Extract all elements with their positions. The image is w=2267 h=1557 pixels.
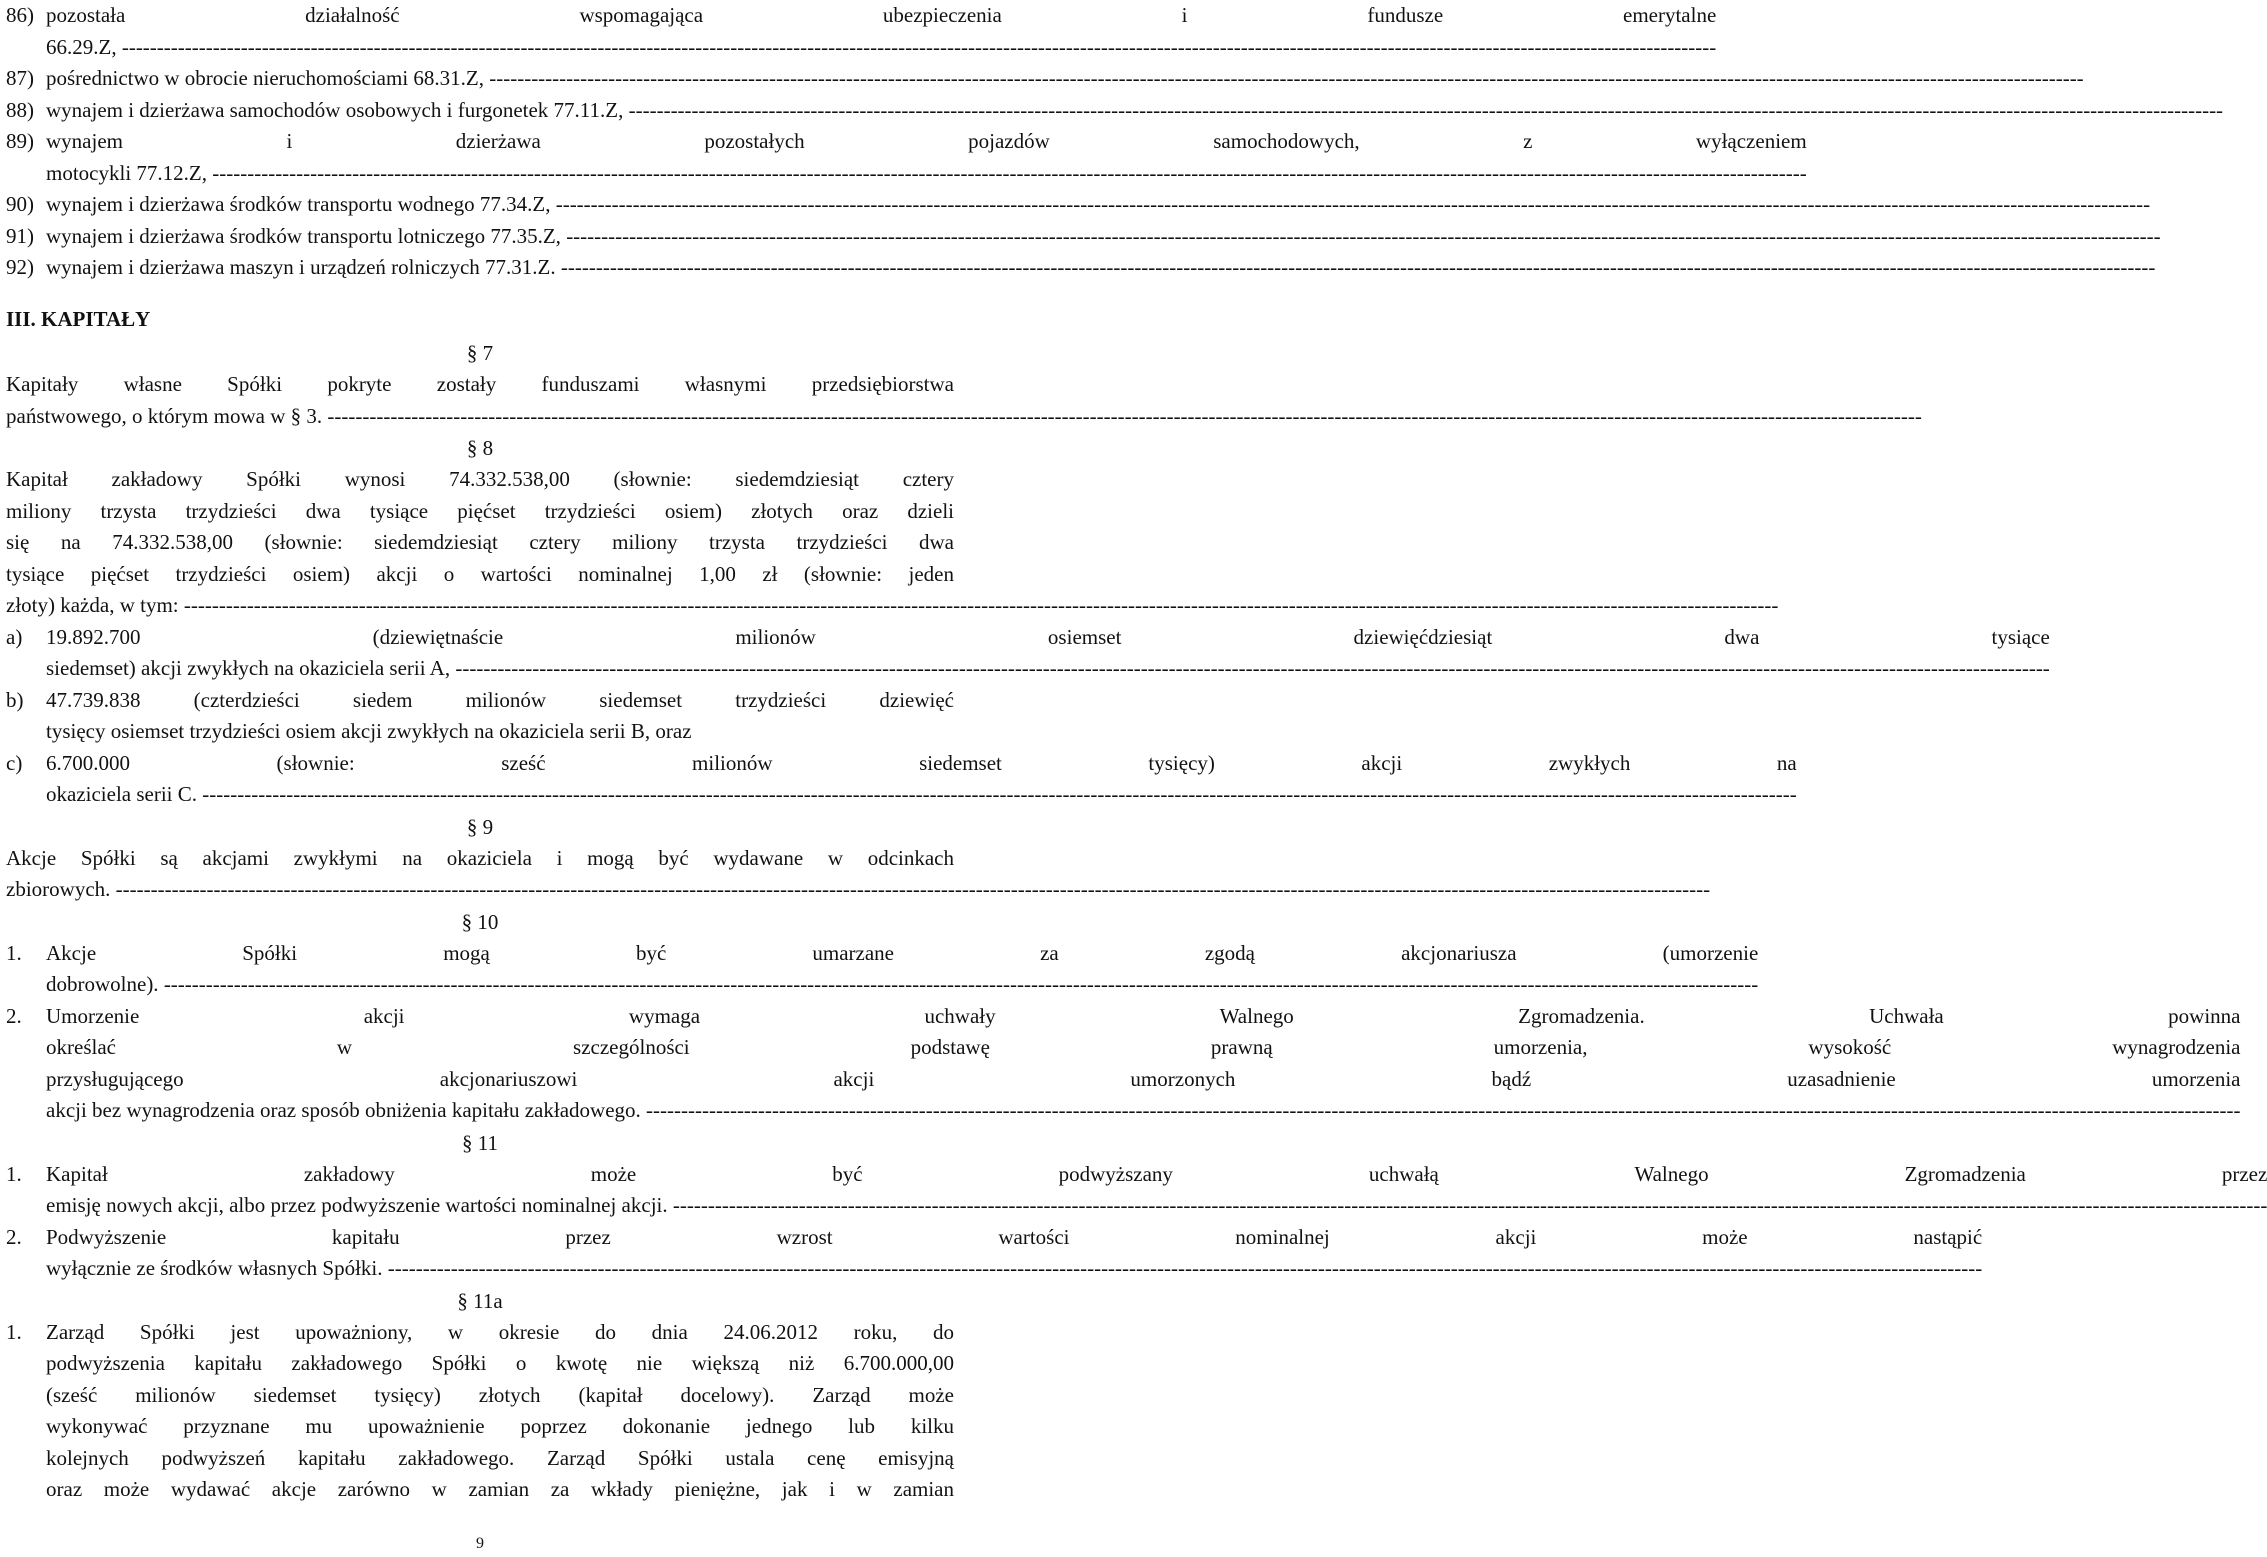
s10-item-2	[6, 1001, 2241, 1127]
paragraph-text: tysiące pięćset trzydzieści osiem) akcji o wartości nominalnej 1,00 zł (słownie: jeden	[6, 561, 954, 586]
list-text: motocykli 77.12.Z, -----	[46, 158, 1807, 190]
list-text: wynajem i dzierżawa pozostałych pojazdów samochodowych, z wyłączeniem	[46, 129, 1807, 153]
list-item-87	[6, 63, 954, 95]
paragraph-sign: § 11	[462, 1130, 498, 1155]
list-number: 89)	[6, 129, 34, 153]
list-text: Zarząd Spółki jest upoważniony, w okresie do dnia 24.06.2012 roku, do	[46, 1319, 954, 1344]
list-number: 92)	[6, 255, 34, 279]
list-text: 66.29.Z, -----	[46, 32, 1716, 64]
list-text: emisję nowych akcji, albo przez podwyższenie wartości nominalnej akcji. -----	[46, 1190, 2267, 1222]
share-series-a	[6, 622, 2050, 685]
list-item-86	[6, 0, 1717, 63]
list-item-90	[6, 189, 954, 221]
list-text: wynajem i dzierżawa środków transportu lotniczego 77.35.Z, -----	[46, 221, 2161, 253]
page-number: 9	[476, 1535, 484, 1552]
list-number: 1.	[6, 940, 22, 965]
list-text: podwyższenia kapitału zakładowego Spółki o kwotę nie większą niż 6.700.000,00	[46, 1351, 954, 1375]
list-text: wyłącznie ze środków własnych Spółki. -----	[46, 1253, 1982, 1285]
list-text: Podwyższenie kapitału przez wzrost wartości nominalnej akcji może nastąpić	[46, 1224, 1983, 1249]
list-letter: a)	[6, 624, 23, 649]
list-number: 91)	[6, 223, 34, 248]
paragraph-text: Akcje Spółki są akcjami zwykłymi na okaziciela i mogą być wydawane w odcinkach	[6, 845, 954, 870]
paragraph-text: się na 74.332.538,00 (słownie: siedemdziesiąt cztery miliony trzysta trzydzieści dwa	[6, 530, 954, 554]
list-letter: b)	[6, 687, 24, 712]
list-number: 87)	[6, 66, 34, 90]
list-item-91	[6, 221, 954, 253]
paragraph-text: zbiorowych. -----	[6, 874, 954, 906]
s11a-item-1	[6, 1317, 954, 1506]
document-page	[6, 0, 2267, 1506]
list-number: 88)	[6, 97, 34, 122]
list-item-89	[6, 126, 1807, 189]
paragraph-text: Kapitał zakładowy Spółki wynosi 74.332.538,00 (słownie: siedemdziesiąt cztery	[6, 467, 954, 491]
list-text: przysługującego akcjonariuszowi akcji umorzonych bądź uzasadnienie umorzenia	[46, 1066, 2241, 1091]
list-text: wynajem i dzierżawa środków transportu wodnego 77.34.Z, -----	[46, 189, 2150, 221]
list-text: oraz może wydawać akcje zarówno w zamian za wkłady pieniężne, jak i w zamian	[46, 1477, 954, 1501]
list-text: Kapitał zakładowy może być podwyższany uchwałą Walnego Zgromadzenia przez	[46, 1161, 2267, 1186]
paragraph-sign: § 11a	[457, 1288, 503, 1313]
section-heading: III. KAPITAŁY	[6, 306, 151, 331]
s10-item-1	[6, 938, 1759, 1001]
list-text: akcji bez wynagrodzenia oraz sposób obniżenia kapitału zakładowego. -----	[46, 1095, 2240, 1127]
paragraph-sign: § 10	[461, 909, 499, 934]
paragraph-text: miliony trzysta trzydzieści dwa tysiące pięćset trzydzieści osiem) złotych oraz dzieli	[6, 498, 954, 523]
list-text: tysięcy osiemset trzydzieści osiem akcji zwykłych na okaziciela serii B, oraz	[46, 719, 692, 743]
list-item-92	[6, 252, 954, 284]
list-letter: c)	[6, 750, 23, 775]
list-text: określać w szczególności podstawę prawną umorzenia, wysokość wynagrodzenia	[46, 1035, 2241, 1059]
list-text: dobrowolne). -----	[46, 969, 1758, 1001]
list-text: (sześć milionów siedemset tysięcy) złotych (kapitał docelowy). Zarząd może	[46, 1382, 954, 1407]
list-text: pośrednictwo w obrocie nieruchomościami 68.31.Z, -----	[46, 63, 2084, 95]
share-series-b	[6, 685, 954, 748]
list-text: wynajem i dzierżawa samochodów osobowych i furgonetek 77.11.Z, -----	[46, 95, 2223, 127]
list-text: 47.739.838 (czterdzieści siedem milionów siedemset trzydzieści dziewięć	[46, 687, 954, 712]
list-text: kolejnych podwyższeń kapitału zakładowego. Zarząd Spółki ustala cenę emisyjną	[46, 1445, 954, 1470]
paragraph-text: Kapitały własne Spółki pokryte zostały funduszami własnymi przedsiębiorstwa	[6, 372, 954, 396]
list-text: Akcje Spółki mogą być umarzane za zgodą akcjonariusza (umorzenie	[46, 940, 1759, 965]
list-number: 86)	[6, 3, 34, 27]
list-text: wynajem i dzierżawa maszyn i urządzeń rolniczych 77.31.Z. -----	[46, 252, 2155, 284]
paragraph-sign: § 9	[466, 814, 494, 839]
list-number: 2.	[6, 1224, 22, 1249]
list-number: 1.	[6, 1319, 22, 1344]
list-number: 2.	[6, 1003, 22, 1028]
paragraph-text: państwowego, o którym mowa w § 3. -----	[6, 401, 954, 433]
list-text: Umorzenie akcji wymaga uchwały Walnego Zgromadzenia. Uchwała powinna	[46, 1003, 2241, 1028]
paragraph-sign: § 8	[466, 436, 494, 460]
s11-item-2	[6, 1222, 1983, 1285]
s11-item-1	[6, 1159, 2267, 1222]
list-text: siedemset) akcji zwykłych na okaziciela serii A, -----	[46, 653, 2050, 685]
list-number: 90)	[6, 192, 34, 216]
list-text: pozostała działalność wspomagająca ubezpieczenia i fundusze emerytalne	[46, 3, 1717, 27]
list-number: 1.	[6, 1161, 22, 1186]
list-text: wykonywać przyznane mu upoważnienie poprzez dokonanie jednego lub kilku	[46, 1414, 954, 1438]
list-text: 6.700.000 (słownie: sześć milionów siedemset tysięcy) akcji zwykłych na	[46, 750, 1797, 775]
list-item-88	[6, 95, 954, 127]
paragraph-sign: § 7	[466, 341, 494, 365]
list-text: 19.892.700 (dziewiętnaście milionów osiemset dziewięćdziesiąt dwa tysiące	[46, 624, 2050, 649]
share-series-c	[6, 748, 1797, 811]
paragraph-text: złoty) każda, w tym: -----	[6, 590, 954, 622]
list-text: okaziciela serii C. -----	[46, 779, 1797, 811]
